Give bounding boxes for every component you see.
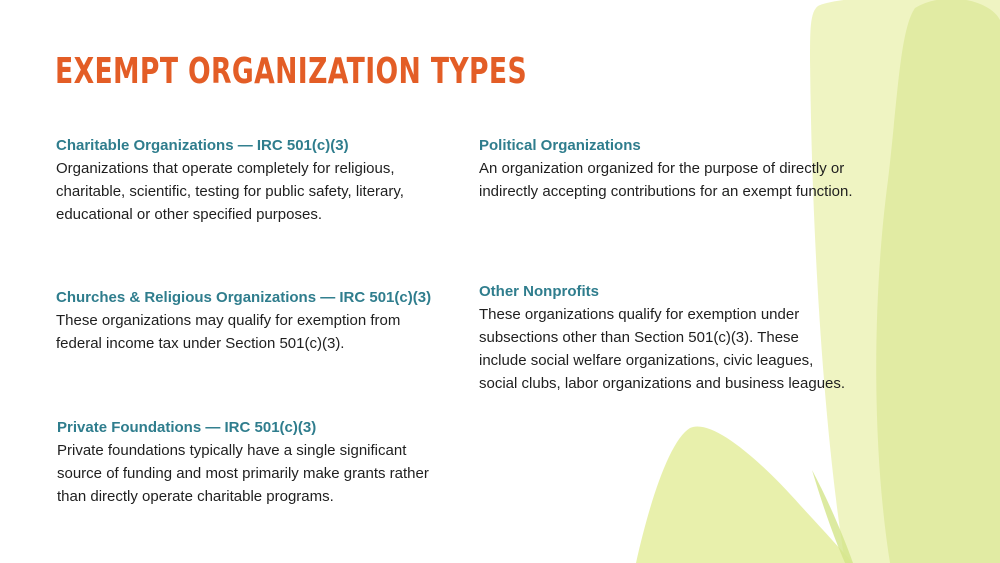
section-heading: Charitable Organizations — IRC 501(c)(3) [56,137,349,154]
page-title: EXEMPT ORGANIZATION TYPES [55,51,528,92]
section-text: Organizations that operate completely for religious, charitable, scientific, testing for public safety, literary, educational or other specified purposes. [56,160,404,223]
section-charitable-organizations [56,134,436,226]
section-churches-religious-organizations [56,286,446,355]
section-text: These organizations may qualify for exemption from federal income tax under Section 501(c)(3). [56,312,401,352]
section-text: Private foundations typically have a single significant source of funding and most primarily make grants rather than directly operate charitable programs. [57,442,429,505]
section-heading: Political Organizations [479,137,641,154]
section-heading: Other Nonprofits [479,283,599,300]
section-political-organizations [479,134,874,203]
section-private-foundations [57,416,447,508]
section-text: An organization organized for the purpose of directly or indirectly accepting contributions for an exempt function. [479,160,853,200]
section-text: These organizations qualify for exemption under subsections other than Section 501(c)(3). These include social welfare organizations, civic leagues, social clubs, labor organizations and business leagues. [479,306,846,392]
section-heading: Private Foundations — IRC 501(c)(3) [57,419,317,436]
section-other-nonprofits [479,280,849,395]
section-heading: Churches & Religious Organizations — IRC 501(c)(3) [56,289,432,306]
